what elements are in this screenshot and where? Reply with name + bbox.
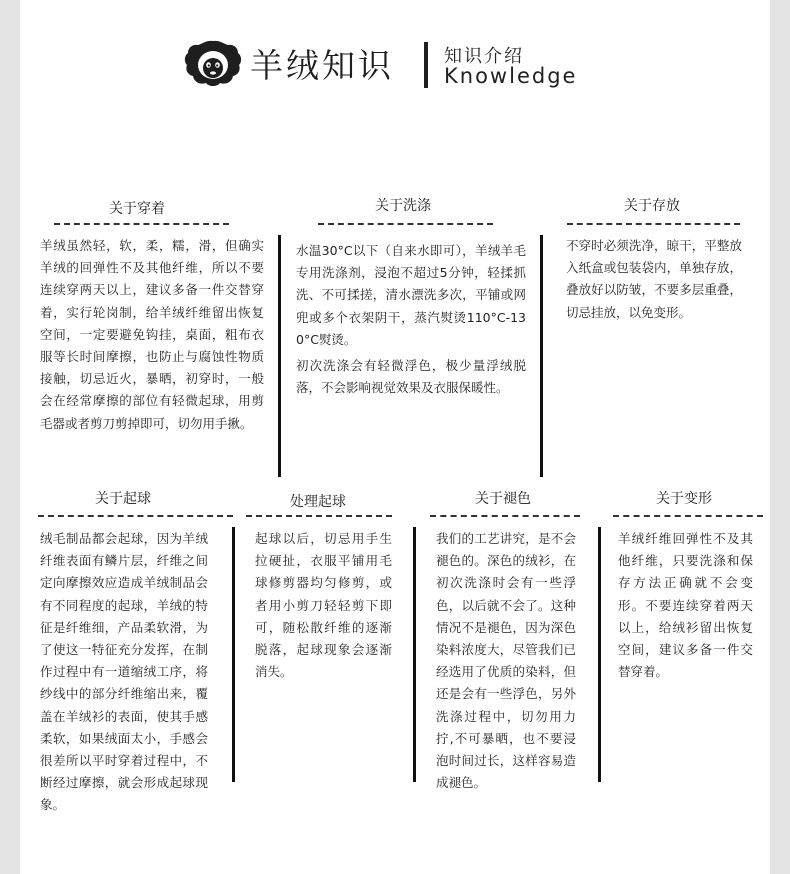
section-text-fading: 我们的工艺讲究，是不会褪色的。深色的绒衫，在初次洗涤时会有一些浮色，以后就不会了。这种情况不是褪色，因为深色染料浓度大，尽管我们已经选用了优质的染料，但还是会有一些浮色，另外洗涤过程中，切勿用力拧,不可暴晒，也不要浸泡时间过长，这样容易造成褪色。 bbox=[436, 531, 576, 791]
section-text-handling: 起球以后，切忌用手生拉硬扯，衣服平铺用毛球修剪器均匀修剪，或者用小剪刀轻轻剪下即可，随松散纤维的逐渐脱落，起球现象会逐渐消失。 bbox=[255, 531, 392, 680]
section-title-washing: 关于洗涤 bbox=[375, 198, 431, 214]
washing-paragraph-2: 初次洗涤会有轻微浮色，极少量浮绒脱落，不会影响视觉效果及衣服保暖性。 bbox=[296, 358, 526, 396]
section-title-pilling: 关于起球 bbox=[95, 491, 151, 507]
vertical-rule bbox=[413, 527, 416, 782]
section-title-wearing: 关于穿着 bbox=[109, 201, 165, 217]
section-title-fading: 关于褪色 bbox=[475, 491, 531, 507]
title-divider bbox=[424, 42, 428, 88]
vertical-rule bbox=[598, 527, 601, 782]
section-title-handling: 处理起球 bbox=[290, 494, 346, 510]
header bbox=[20, 0, 770, 140]
vertical-rule bbox=[540, 235, 543, 477]
section-text-storage: 不穿时必须洗净，晾干，平整放入纸盒或包装袋内，单独存放，叠放好以防皱，不要多层重叠，切忌挂放，以免变形。 bbox=[566, 238, 742, 320]
sheep-icon bbox=[182, 38, 244, 90]
section-text-pilling: 绒毛制品都会起球，因为羊绒纤维表面有鳞片层，纤维之间定向摩擦效应造成羊绒制品会有不同程度的起球，羊绒的特征是纤维细，产品柔软滑，为了使这一特征充分发挥，在制作过程中有一道缩绒工序，将纱线中的部分纤维缩出来，覆盖在羊绒衫的表面，使其手感柔软，如果绒面太小，手感会很差所以平时穿着过程中，不断经过摩擦，就会形成起球现象。 bbox=[40, 531, 208, 813]
divider-fading bbox=[430, 515, 580, 517]
divider-storage bbox=[567, 223, 740, 225]
vertical-rule bbox=[232, 527, 235, 782]
section-text-washing bbox=[296, 240, 526, 399]
divider-pilling bbox=[38, 515, 233, 517]
subtitle-cn: 知识介绍 bbox=[444, 46, 524, 67]
section-title-deform: 关于变形 bbox=[656, 491, 712, 507]
vertical-rule bbox=[278, 235, 281, 477]
divider-handling bbox=[246, 515, 392, 517]
divider-washing bbox=[318, 223, 493, 225]
washing-paragraph-1: 水温30°C以下（自来水即可），羊绒羊毛专用洗涤剂，浸泡不超过5分钟，轻揉抓洗、不可揉搓，清水漂洗多次，平铺或网兜或多个衣架阴干，蒸汽熨烫110°C-130°C熨烫。 bbox=[296, 243, 526, 347]
divider-deform bbox=[613, 515, 763, 517]
page-title: 羊绒知识 bbox=[250, 46, 394, 85]
section-title-storage: 关于存放 bbox=[624, 198, 680, 214]
subtitle-en: Knowledge bbox=[444, 64, 578, 88]
page bbox=[20, 0, 770, 874]
section-text-deform: 羊绒纤维回弹性不及其他纤维，只要洗涤和保存方法正确就不会变形。不要连续穿着两天以上，给绒衫留出恢复空间，建议多备一件交替穿着。 bbox=[618, 531, 753, 680]
section-text-wearing: 羊绒虽然轻，软，柔，糯，滑，但确实羊绒的回弹性不及其他纤维，所以不要连续穿两天以上，建议多备一件交替穿着，实行轮岗制，给羊绒纤维留出恢复空间，一定要避免钩挂，桌面，粗布衣服等长时间摩擦，也防止与腐蚀性物质接触，切忌近火，暴晒，初穿时，一般会在经常摩擦的部位有轻微起球，用剪毛器或者剪刀剪掉即可，切勿用手揪。 bbox=[40, 238, 264, 431]
divider-wearing bbox=[54, 223, 229, 225]
